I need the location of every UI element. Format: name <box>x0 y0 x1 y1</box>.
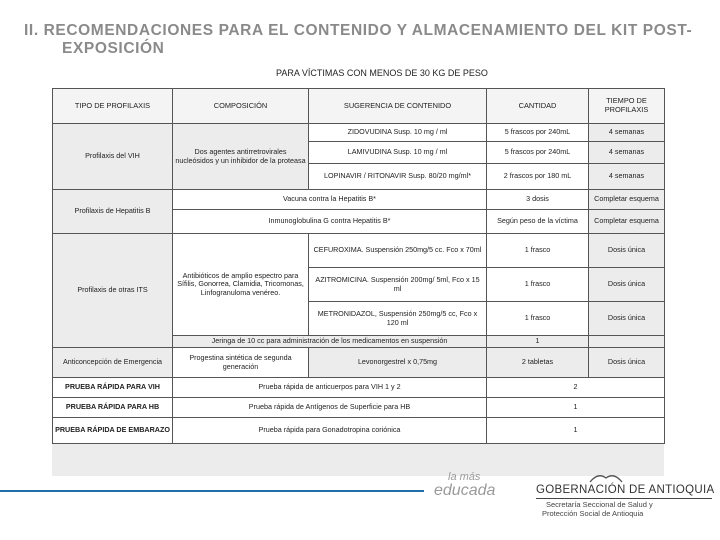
vih-time-1: 4 semanas <box>589 124 665 142</box>
table-subtitle: PARA VÍCTIMAS CON MENOS DE 30 KG DE PESO <box>276 68 488 78</box>
vih-quantity-2: 5 frascos por 240mL <box>487 142 589 164</box>
hepb-content-1: Vacuna contra la Hepatitis B* <box>173 190 487 210</box>
header-cantidad: CANTIDAD <box>487 89 589 124</box>
table-row <box>53 378 665 398</box>
table-row <box>53 124 665 142</box>
vih-content-2: LAMIVUDINA Susp. 10 mg / ml <box>309 142 487 164</box>
kit-content-table <box>52 88 665 444</box>
header-composicion: COMPOSICIÓN <box>173 89 309 124</box>
section-heading-line2: EXPOSICIÓN <box>62 40 165 57</box>
secretaria-line2: Protección Social de Antioquia <box>542 509 644 518</box>
contraception-quantity: 2 tabletas <box>487 348 589 378</box>
footer-logos <box>424 470 720 540</box>
test-content-vih: Prueba rápida de anticuerpos para VIH 1 y 2 <box>173 378 487 398</box>
hepb-label: Profilaxis de Hepatitis B <box>53 190 173 234</box>
contraception-time: Dosis única <box>589 348 665 378</box>
its-label: Profilaxis de otras ITS <box>53 234 173 348</box>
vih-time-2: 4 semanas <box>589 142 665 164</box>
its-content-2: AZITROMICINA. Suspensión 200mg/ 5ml, Fco x 15 ml <box>309 268 487 302</box>
test-quantity-vih: 2 <box>487 378 665 398</box>
hepb-time-1: Completar esquema <box>589 190 665 210</box>
table-row <box>53 234 665 268</box>
header-tiempo: TIEMPO DE PROFILAXIS <box>589 89 665 124</box>
hepb-quantity-1: 3 dosis <box>487 190 589 210</box>
its-time-2: Dosis única <box>589 268 665 302</box>
table-row <box>53 418 665 444</box>
its-composition: Antibióticos de amplio espectro para Sífilis, Gonorrea, Clamidia, Tricomonas, Linfogranuloma venéreo. <box>173 234 309 336</box>
footer-accent-line <box>0 490 424 492</box>
hepb-quantity-2: Según peso de la víctima <box>487 210 589 234</box>
gobernacion-emblem-icon <box>588 470 624 484</box>
test-label-vih: PRUEBA RÁPIDA PARA VIH <box>53 378 173 398</box>
section-heading-line1: II. RECOMENDACIONES PARA EL CONTENIDO Y ALMACENAMIENTO DEL KIT POST- <box>24 22 693 39</box>
its-quantity-1: 1 frasco <box>487 234 589 268</box>
table-header-row <box>53 89 665 124</box>
syringe-quantity: 1 <box>487 336 589 348</box>
hepb-content-2: Inmunoglobulina G contra Hepatitis B* <box>173 210 487 234</box>
test-label-hb: PRUEBA RÁPIDA PARA HB <box>53 398 173 418</box>
table-row <box>53 190 665 210</box>
test-content-embarazo: Prueba rápida para Gonadotropina coriónica <box>173 418 487 444</box>
header-sugerencia: SUGERENCIA DE CONTENIDO <box>309 89 487 124</box>
its-quantity-2: 1 frasco <box>487 268 589 302</box>
test-content-hb: Prueba rápida de Antígenos de Superficie para HB <box>173 398 487 418</box>
header-tipo: TIPO DE PROFILAXIS <box>53 89 173 124</box>
vih-content-3: LOPINAVIR / RITONAVIR Susp. 80/20 mg/ml* <box>309 164 487 190</box>
vih-composition: Dos agentes antirretrovirales nucleósidos y un inhibidor de la proteasa <box>173 124 309 190</box>
gobernacion-divider <box>536 498 712 499</box>
contraception-label: Anticoncepción de Emergencia <box>53 348 173 378</box>
contraception-composition: Progestina sintética de segunda generación <box>173 348 309 378</box>
hepb-time-2: Completar esquema <box>589 210 665 234</box>
vih-quantity-1: 5 frascos por 240mL <box>487 124 589 142</box>
edu-logo-line2: educada <box>434 482 496 499</box>
gobernacion-name: GOBERNACIÓN DE ANTIOQUIA <box>536 484 715 496</box>
secretaria-line1: Secretaría Seccional de Salud y <box>546 500 653 509</box>
vih-content-1: ZIDOVUDINA Susp. 10 mg / ml <box>309 124 487 142</box>
test-label-embarazo: PRUEBA RÁPIDA DE EMBARAZO <box>53 418 173 444</box>
table-row <box>53 398 665 418</box>
contraception-content: Levonorgestrel x 0,75mg <box>309 348 487 378</box>
test-quantity-hb: 1 <box>487 398 665 418</box>
its-time-3: Dosis única <box>589 302 665 336</box>
syringe-time <box>589 336 665 348</box>
syringe-content: Jeringa de 10 cc para administración de los medicamentos en suspensión <box>173 336 487 348</box>
its-time-1: Dosis única <box>589 234 665 268</box>
edu-logo-line1: la más <box>448 471 481 483</box>
antioquia-educada-logo <box>434 470 512 510</box>
test-quantity-embarazo: 1 <box>487 418 665 444</box>
section-heading <box>24 22 714 58</box>
its-content-1: CEFUROXIMA. Suspensión 250mg/5 cc. Fco x 70ml <box>309 234 487 268</box>
vih-label: Profilaxis del VIH <box>53 124 173 190</box>
table-row <box>53 348 665 378</box>
vih-quantity-3: 2 frascos por 180 mL <box>487 164 589 190</box>
its-content-3: METRONIDAZOL, Suspensión 250mg/5 cc, Fco x 120 ml <box>309 302 487 336</box>
vih-time-3: 4 semanas <box>589 164 665 190</box>
its-quantity-3: 1 frasco <box>487 302 589 336</box>
